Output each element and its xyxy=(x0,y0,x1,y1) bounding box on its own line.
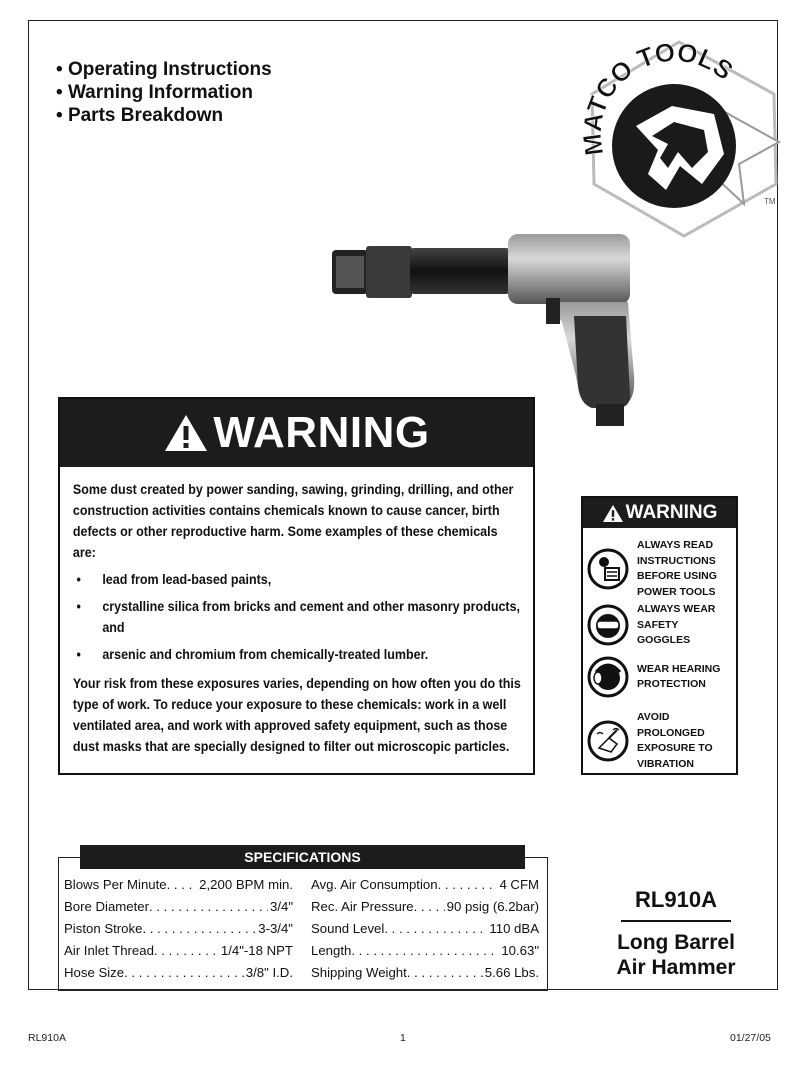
spec-row xyxy=(311,896,539,918)
side-warning-item-goggles xyxy=(587,602,721,649)
side-warning-title: WARNING xyxy=(625,502,718,523)
spec-label: Piston Stroke xyxy=(64,921,143,936)
spec-row xyxy=(311,918,539,940)
spec-row xyxy=(64,896,293,918)
spec-label: Avg. Air Consumption xyxy=(311,877,438,892)
specifications-title: SPECIFICATIONS xyxy=(80,845,525,869)
vibration-icon xyxy=(587,720,629,762)
spec-value: 5.66 Lbs. xyxy=(484,965,539,980)
list-item: • arsenic and chromium from chemically-treated lumber. xyxy=(77,644,524,665)
spec-label: Sound Level xyxy=(311,921,385,936)
spec-value: 3/8" I.D. xyxy=(245,965,293,980)
model-number: RL910A xyxy=(635,887,717,912)
side-warning-item-vibration xyxy=(587,710,721,772)
model-name-line-2: Air Hammer xyxy=(616,955,736,979)
spec-value: 110 dBA xyxy=(489,921,539,936)
spec-label: Bore Diameter xyxy=(64,899,150,914)
main-warning-banner xyxy=(60,399,533,467)
footer-model: RL910A xyxy=(28,1032,66,1044)
spec-value: 1/4"-18 NPT xyxy=(220,943,293,958)
bullet-operating-instructions: • Operating Instructions xyxy=(56,58,272,81)
main-warning-title: WARNING xyxy=(213,408,430,457)
main-warning-outro: Your risk from these exposures varies, depending on how often you do this type of work. To reduce your exposure to these chemicals: work in a well ventilated area, and work with approved safety equipment, such as those dust masks that are specially designed to filter out microscopic particles. xyxy=(72,676,521,754)
header-bullet-list xyxy=(56,58,272,127)
model-divider xyxy=(621,920,731,922)
side-warning-box xyxy=(581,496,738,775)
bullet-warning-information: • Warning Information xyxy=(56,81,272,104)
side-warning-text: ALWAYS WEAR SAFETY GOGGLES xyxy=(637,603,716,646)
footer-page-number: 1 xyxy=(400,1032,406,1044)
main-warning-body xyxy=(60,467,537,757)
matco-tools-logo xyxy=(574,34,784,244)
trademark-mark: TM xyxy=(764,197,776,206)
side-warning-item-read xyxy=(587,538,721,600)
chemical-list xyxy=(77,569,524,665)
bullet-parts-breakdown: • Parts Breakdown xyxy=(56,104,272,127)
main-warning-intro: Some dust created by power sanding, sawing, grinding, drilling, and other construction activities contains chemicals known to cause cancer, birth defects or other reproductive harm. Some examples of these chemicals are: xyxy=(72,482,514,560)
side-warning-text: AVOID PROLONGED EXPOSURE TO VIBRATION xyxy=(637,711,713,770)
list-item: • crystalline silica from bricks and cement and other masonry products, and xyxy=(77,596,524,638)
spec-label: Air Inlet Thread xyxy=(64,943,154,958)
spec-value: 4 CFM xyxy=(499,877,539,892)
footer-date: 01/27/05 xyxy=(730,1032,771,1044)
spec-label: Blows Per Minute xyxy=(64,877,167,892)
spec-row xyxy=(64,918,293,940)
side-warning-item-hearing xyxy=(587,656,721,698)
spec-value: 2,200 BPM min. xyxy=(199,877,293,892)
specifications-right-column xyxy=(311,874,539,984)
side-warning-banner xyxy=(583,498,736,528)
spec-label: Rec. Air Pressure xyxy=(311,899,414,914)
spec-row xyxy=(64,940,293,962)
spec-value: 90 psig (6.2bar) xyxy=(446,899,539,914)
spec-value: 3/4" xyxy=(269,899,293,914)
spec-value: 3-3/4" xyxy=(258,921,293,936)
read-manual-icon xyxy=(587,548,629,590)
spec-row xyxy=(64,962,293,984)
spec-row xyxy=(311,962,539,984)
model-block xyxy=(590,886,762,980)
list-item: • lead from lead-based paints, xyxy=(77,569,524,590)
safety-goggles-icon xyxy=(587,604,629,646)
side-warning-text: WEAR HEARING PROTECTION xyxy=(637,662,721,690)
spec-label: Shipping Weight xyxy=(311,965,407,980)
spec-label: Hose Size xyxy=(64,965,125,980)
spec-label: Length xyxy=(311,943,352,958)
spec-row xyxy=(64,874,293,896)
side-warning-text: ALWAYS READ INSTRUCTIONS BEFORE USING POWER TOOLS xyxy=(637,539,717,598)
spec-row xyxy=(311,874,539,896)
warning-triangle-icon xyxy=(602,504,624,523)
warning-triangle-icon xyxy=(163,413,209,453)
model-name-line-1: Long Barrel xyxy=(617,930,735,954)
logo-text: MATCO TOOLS xyxy=(576,36,740,158)
spec-value: 10.63" xyxy=(501,943,539,958)
hearing-protection-icon xyxy=(587,656,629,698)
specifications-left-column xyxy=(64,874,293,984)
spec-row xyxy=(311,940,539,962)
main-warning-box xyxy=(58,397,535,775)
